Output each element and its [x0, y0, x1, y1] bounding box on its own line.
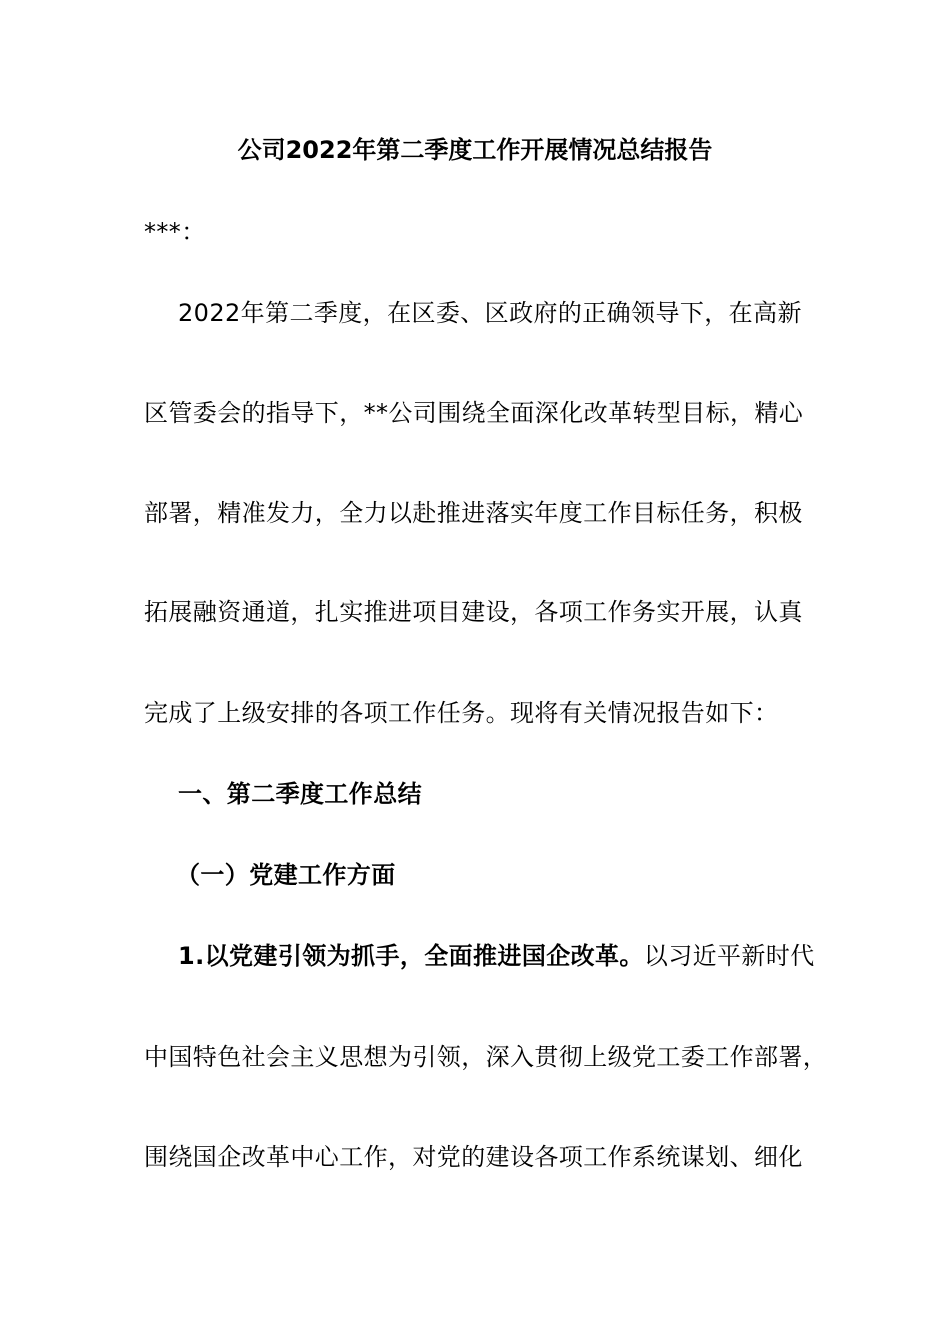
- intro-line-2: 区管委会的指导下，**公司围绕全面深化改革转型目标，精心: [144, 399, 804, 427]
- intro-line-1: 2022年第二季度，在区委、区政府的正确领导下，在高新: [178, 299, 802, 327]
- item-1-line-3: 围绕国企改革中心工作，对党的建设各项工作系统谋划、细化: [144, 1143, 803, 1171]
- item-1-line-2: 中国特色社会主义思想为引领，深入贯彻上级党工委工作部署，: [144, 1043, 828, 1071]
- subsection-heading-1: （一）党建工作方面: [176, 861, 396, 889]
- section-heading-1: 一、第二季度工作总结: [178, 780, 422, 808]
- intro-line-3: 部署，精准发力，全力以赴推进落实年度工作目标任务，积极: [144, 499, 803, 527]
- item-1-first-line: [178, 940, 815, 972]
- document-title: 公司2022年第二季度工作开展情况总结报告: [237, 136, 713, 164]
- item-1-lead-sentence: 1.以党建引领为抓手，全面推进国企改革。: [178, 942, 644, 970]
- salutation: ***：: [144, 218, 206, 246]
- intro-line-5: 完成了上级安排的各项工作任务。现将有关情况报告如下：: [144, 699, 779, 727]
- intro-line-4: 拓展融资通道，扎实推进项目建设，各项工作务实开展，认真: [144, 598, 803, 626]
- item-1-first-line-rest: 以习近平新时代: [643, 942, 815, 970]
